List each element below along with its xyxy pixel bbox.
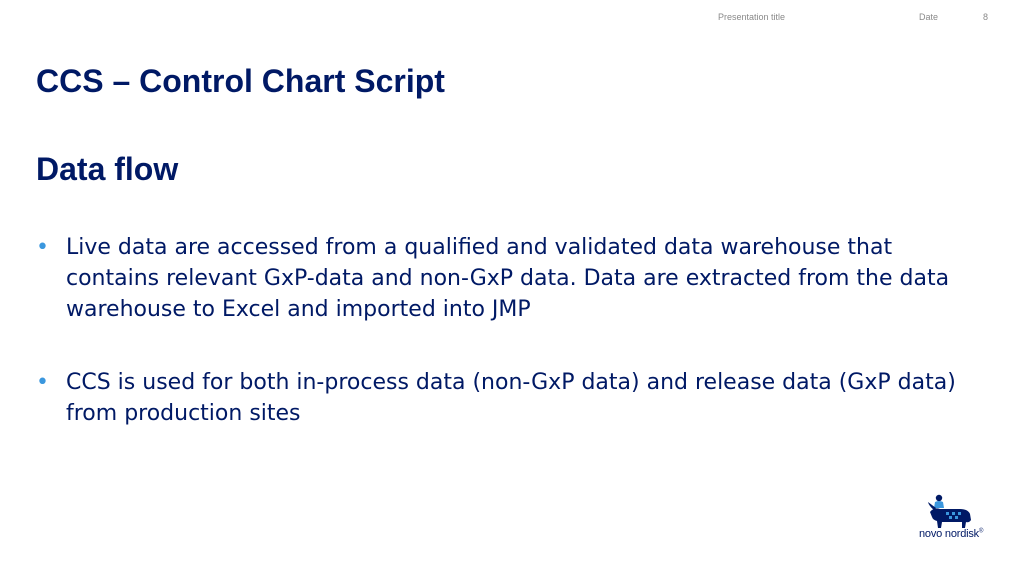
bullet-item	[36, 367, 956, 429]
slide-date: Date	[919, 12, 939, 22]
bullet-dot-icon: •	[36, 370, 49, 395]
slide-subtitle: Data flow	[36, 151, 179, 187]
bullet-text: Live data are accessed from a qualified and validated data warehouse that contains relevant GxP-data and non-GxP data. Data are extracted from the data warehouse to Excel and imported into JMP	[66, 235, 950, 322]
slide-title: CCS – Control Chart Script	[36, 63, 445, 99]
logo-wordmark-text: novo nordisk	[919, 528, 979, 540]
bullet-dot-icon: •	[36, 235, 49, 260]
bullet-text: CCS is used for both in-process data (non-GxP data) and release data (GxP data) from production sites	[66, 370, 956, 426]
bullet-item	[36, 232, 956, 325]
logo-wordmark	[919, 528, 983, 540]
presentation-title: Presentation title	[718, 12, 786, 22]
logo-registered-mark: ®	[978, 528, 984, 535]
page-number: 8	[983, 12, 989, 22]
bullet-list	[36, 232, 956, 471]
